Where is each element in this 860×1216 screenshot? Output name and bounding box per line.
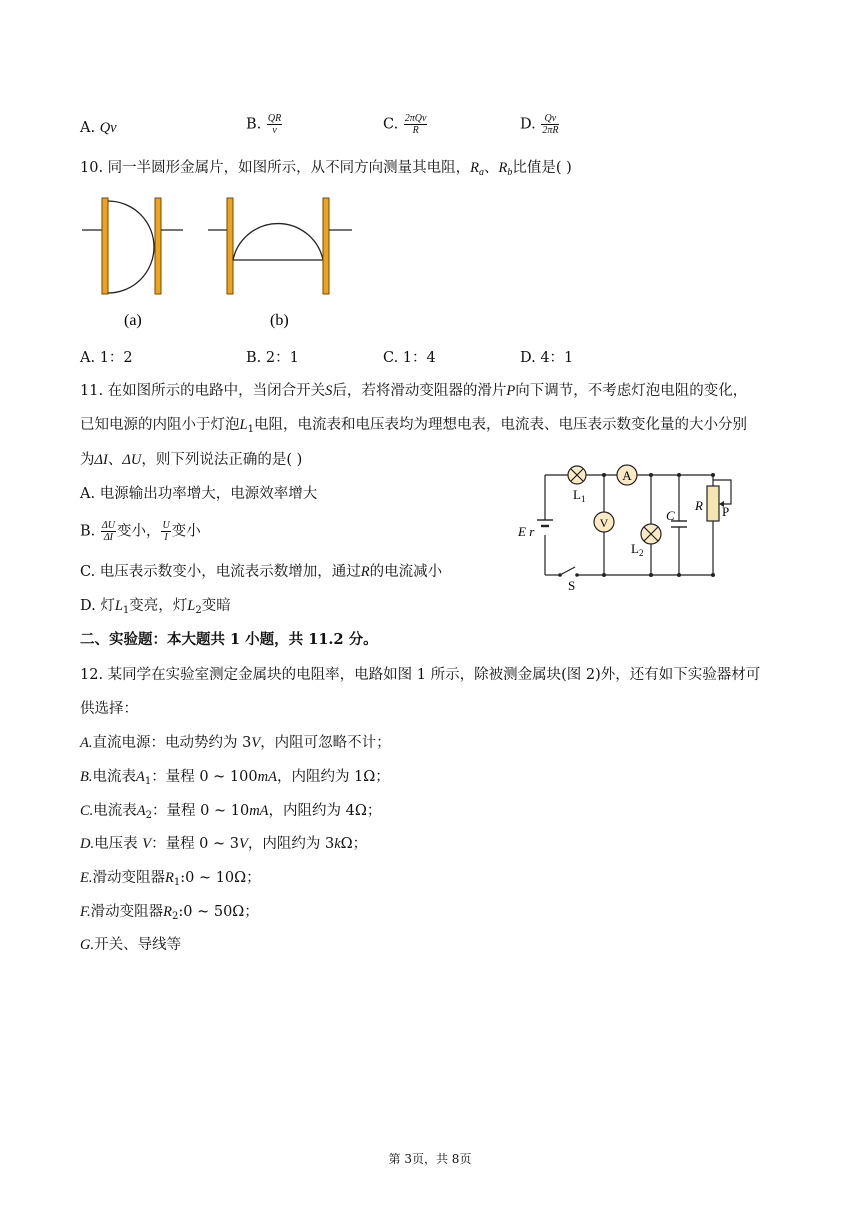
option-text: 的电流减小 — [369, 564, 443, 580]
q11-stem-line3 — [80, 450, 302, 470]
numerator: QR — [267, 113, 282, 124]
voltmeter-icon — [594, 512, 614, 532]
stem-text: 向下调节，不考虑灯泡电阻的变化， — [515, 383, 748, 399]
q11-option-d — [80, 596, 231, 621]
figure-a-label: (a) — [124, 312, 142, 329]
option-letter: C. — [383, 116, 403, 133]
section-heading: 二、实验题：本大题共 1 小题，共 11.2 分。 — [80, 631, 378, 648]
item-text: ：量程 0 ~ 100 — [151, 769, 258, 785]
q12-stem-line1: 12. 某同学在实验室测定金属块的电阻率，电路如图 1 所示，除被测金属块(图 2)外，还有如下实验器材可 — [80, 667, 761, 683]
q12-item-e — [80, 868, 261, 893]
symbol-r: R — [360, 564, 370, 580]
label-p: P — [722, 504, 730, 519]
symbol-p: P — [506, 383, 516, 399]
ammeter-icon — [617, 465, 637, 485]
fraction — [101, 520, 116, 543]
q10-option-b: B. 2：1 — [246, 350, 299, 366]
lamp-l2-icon — [641, 524, 661, 544]
subscript: a — [479, 167, 485, 178]
item-letter: C. — [80, 803, 94, 819]
denominator: ΔI — [103, 532, 114, 543]
stem-text: 电阻，电流表和电压表均为理想电表，电流表、电压表示数变化量的大小分别 — [253, 417, 747, 433]
item-text: :0 ~ 10Ω； — [180, 870, 261, 886]
item-text: ：量程 0 ~ 10 — [152, 803, 250, 819]
fraction — [541, 113, 559, 136]
option-text: 变暗 — [201, 598, 231, 614]
item-letter: E. — [80, 870, 93, 886]
switch-symbol — [558, 567, 579, 577]
denominator: R — [412, 125, 419, 136]
stem-text: 后，若将滑动变阻器的滑片 — [332, 383, 507, 399]
symbol: V — [142, 836, 152, 852]
item-letter: A. — [80, 735, 93, 751]
q12-item-c — [80, 801, 381, 826]
numerator: ΔU — [101, 520, 115, 531]
q12-item-f — [80, 902, 259, 927]
q10-figure — [80, 192, 370, 334]
option-text: D. 灯 — [80, 598, 115, 614]
stem-text: 已知电源的内阻小于灯泡 — [80, 417, 240, 433]
subscript: 1 — [122, 605, 130, 616]
q11-option-a: A. 电源输出功率增大，电源效率增大 — [80, 486, 318, 502]
unit: V — [251, 735, 261, 751]
stem-text: 为 — [80, 452, 95, 468]
item-text: 电流表 — [92, 769, 136, 785]
ammeter-label: A — [622, 468, 632, 483]
item-text: Ω； — [340, 836, 368, 852]
item-text: ：量程 0 ~ 3 — [151, 836, 240, 852]
subscript: 2 — [145, 810, 153, 821]
option-text: C. 电压表示数变小，电流表示数增加，通过 — [80, 564, 361, 580]
symbol: A — [136, 803, 146, 819]
q10-stem — [80, 158, 572, 183]
separator: 、 — [484, 160, 499, 176]
voltmeter-label: V — [599, 516, 609, 530]
symbol-l: L — [187, 598, 196, 614]
item-text: 滑动变阻器 — [92, 870, 165, 886]
denominator: v — [272, 125, 277, 136]
unit: k — [334, 836, 341, 852]
lamp-l1-icon — [568, 466, 586, 484]
numerator: Qv — [541, 113, 559, 125]
junction-dots — [599, 473, 715, 577]
resistance-symbol: R — [498, 160, 508, 176]
delta-u: ΔU — [122, 452, 142, 468]
symbol-l: L — [239, 417, 248, 433]
battery-symbol — [537, 520, 553, 526]
label-l1: $L_1$ — [573, 487, 586, 504]
label-l2: $L_2$ — [631, 541, 644, 558]
stem-text: 10. 同一半圆形金属片，如图所示，从不同方向测量其电阻， — [80, 160, 471, 176]
item-letter: G. — [80, 937, 95, 953]
stem-text: 比值是( ) — [512, 160, 572, 176]
subscript: 1 — [173, 877, 181, 888]
figure-b-semicircle — [208, 198, 352, 294]
q10-option-c: C. 1：4 — [383, 350, 436, 366]
stem-text: ，则下列说法正确的是( ) — [141, 452, 303, 468]
symbol: R — [164, 870, 174, 886]
option-text: 变亮，灯 — [129, 598, 188, 614]
q10-option-d: D. 4：1 — [520, 350, 574, 366]
figure-b-label: (b) — [270, 312, 289, 329]
symbol-l: L — [114, 598, 123, 614]
fraction — [404, 113, 428, 136]
rheostat-symbol — [707, 486, 719, 521]
q12-item-b — [80, 767, 390, 792]
label-er: E r — [518, 524, 535, 539]
q10-option-a: A. 1：2 — [80, 350, 133, 366]
item-text: ，内阻可忽略不计； — [260, 735, 391, 751]
item-letter: D. — [80, 836, 95, 852]
numerator: 2πQv — [404, 113, 427, 124]
page-footer: 第 3页，共 8页 — [388, 1152, 472, 1166]
denominator: 2πR — [542, 125, 559, 136]
resistance-symbol: R — [470, 160, 480, 176]
item-text: ，内阻约为 3 — [247, 836, 335, 852]
unit: mA — [249, 803, 269, 819]
q9-option-c — [383, 113, 428, 136]
q12-item-d — [80, 834, 367, 854]
label-c: C — [666, 508, 675, 523]
option-letter: A. — [80, 120, 100, 136]
item-text: 滑动变阻器 — [90, 904, 164, 920]
delta-i: ΔI — [94, 452, 108, 468]
subscript: b — [507, 167, 513, 178]
subscript: 1 — [144, 776, 152, 787]
subscript: 1 — [247, 424, 254, 435]
q11-stem-line2 — [80, 415, 747, 440]
subscript: 2 — [195, 605, 202, 616]
q9-option-b — [246, 113, 283, 136]
item-letter: F. — [80, 904, 91, 920]
option-letter: D. — [520, 116, 541, 133]
separator: 、 — [107, 452, 123, 468]
option-expr: Qv — [99, 120, 117, 136]
fraction — [267, 113, 282, 136]
label-r: R — [695, 498, 703, 513]
unit: mA — [257, 769, 277, 785]
unit: V — [239, 836, 248, 852]
q12-item-g — [80, 935, 181, 955]
q11-stem-line1 — [80, 381, 747, 401]
item-text: ，内阻约为 1Ω； — [276, 769, 390, 785]
item-text: 电流表 — [93, 803, 137, 819]
symbol: R — [163, 904, 172, 920]
item-text: 电压表 — [94, 836, 143, 852]
item-text: ，内阻约为 4Ω； — [268, 803, 382, 819]
q11-option-c — [80, 562, 442, 582]
item-text: :0 ~ 50Ω； — [178, 904, 259, 920]
subscript: 2 — [171, 911, 179, 922]
option-text: 变小 — [171, 523, 201, 540]
symbol: A — [135, 769, 145, 785]
q9-option-a — [80, 118, 117, 138]
q12-stem-line2: 供选择： — [80, 701, 138, 717]
fraction — [161, 520, 170, 543]
item-letter: B. — [80, 769, 93, 785]
option-text: 变小， — [116, 523, 161, 540]
figure-a-semicircle — [82, 198, 183, 294]
numerator: U — [162, 520, 170, 531]
label-s: S — [568, 578, 576, 593]
symbol-s: S — [325, 383, 333, 399]
item-text: 开关、导线等 — [94, 937, 182, 953]
q12-item-a — [80, 733, 391, 753]
q9-option-d — [520, 113, 560, 136]
option-letter: B. — [246, 116, 266, 133]
q11-option-b — [80, 520, 201, 543]
option-letter: B. — [80, 523, 100, 540]
item-text: 直流电源：电动势约为 3 — [92, 735, 252, 751]
denominator: I — [164, 532, 168, 543]
stem-text: 11. 在如图所示的电路中，当闭合开关 — [80, 383, 326, 399]
q11-circuit-diagram — [515, 458, 745, 598]
